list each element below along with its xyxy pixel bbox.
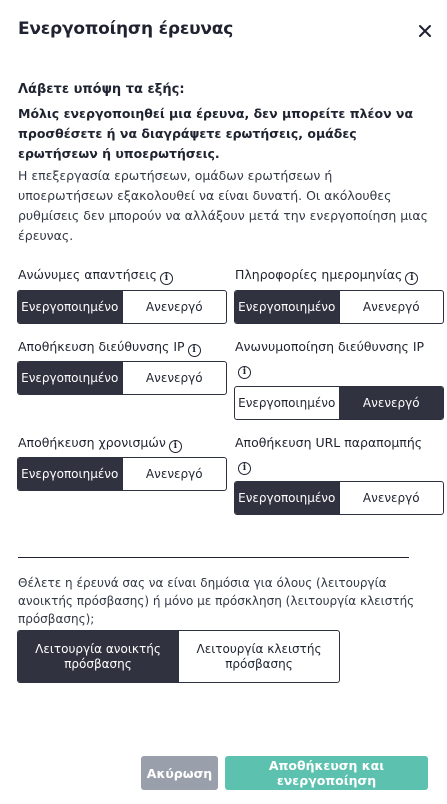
- anonymize-ip-label: Ανωνυμοποίηση διεύθυνσης IP: [235, 339, 425, 354]
- save-referrer-off[interactable]: Ανενεργό: [339, 482, 444, 514]
- anonymous-responses-off[interactable]: Ανενεργό: [122, 291, 227, 323]
- date-info-toggle: [234, 290, 444, 324]
- date-info-label: [235, 267, 418, 285]
- notice-heading: Λάβετε υπόψη τα εξής:: [18, 82, 185, 97]
- save-ip-toggle: [17, 361, 227, 395]
- anonymous-responses-label-text: Ανώνυμες απαντήσεις: [18, 267, 157, 282]
- anonymize-ip-off[interactable]: Ανενεργό: [339, 387, 444, 419]
- dialog-title: Ενεργοποίηση έρευνας: [18, 19, 234, 39]
- close-icon[interactable]: [414, 20, 436, 42]
- info-icon[interactable]: i: [169, 440, 182, 453]
- divider: [18, 557, 409, 558]
- save-referrer-toggle: [234, 481, 444, 515]
- anonymous-responses-label: [18, 267, 173, 285]
- save-ip-on[interactable]: Ενεργοποιημένο: [18, 362, 122, 394]
- date-info-label-text: Πληροφορίες ημερομηνίας: [235, 267, 403, 282]
- anonymous-responses-on[interactable]: Ενεργοποιημένο: [18, 291, 122, 323]
- info-icon[interactable]: i: [238, 462, 251, 475]
- save-ip-off[interactable]: Ανενεργό: [122, 362, 227, 394]
- notice-warning: Μόλις ενεργοποιηθεί μια έρευνα, δεν μπορείτε πλέον να προσθέσετε ή να διαγράψετε ερωτήσεις, ομάδες ερωτήσεων ή υποερωτήσεις.: [18, 106, 414, 161]
- save-timings-on[interactable]: Ενεργοποιημένο: [18, 458, 122, 490]
- cancel-button[interactable]: Ακύρωση: [141, 756, 218, 790]
- info-icon[interactable]: i: [188, 344, 201, 357]
- date-info-off[interactable]: Ανενεργό: [339, 291, 444, 323]
- save-timings-toggle: [17, 457, 227, 491]
- anonymous-responses-toggle: [17, 290, 227, 324]
- access-mode-toggle: [17, 630, 340, 683]
- notice-body: Η επεξεργασία ερωτήσεων, ομάδων ερωτήσεων ή υποερωτήσεων εξακολουθεί να είναι δυνατή. Οι ακόλουθες ρυθμίσεις δεν μπορούν να αλλάξουν μετά την ενεργοποίηση μιας έρευνας.: [18, 168, 428, 243]
- save-timings-off[interactable]: Ανενεργό: [122, 458, 227, 490]
- info-icon[interactable]: i: [405, 272, 418, 285]
- closed-access-option[interactable]: Λειτουργία κλειστής πρόσβασης: [178, 631, 339, 682]
- save-ip-label-text: Αποθήκευση διεύθυνσης IP: [18, 339, 185, 354]
- save-ip-label: [18, 339, 201, 357]
- save-and-activate-button[interactable]: Αποθήκευση και ενεργοποίηση: [225, 756, 428, 790]
- access-mode-question: Θέλετε η έρευνά σας να είναι δημόσια για όλους (λειτουργία ανοικτής πρόσβασης) ή μόνο με πρόσκληση (λειτουργία κλειστής πρόσβασης);: [18, 576, 415, 626]
- open-access-option[interactable]: Λειτουργία ανοικτής πρόσβασης: [18, 631, 178, 682]
- info-icon[interactable]: i: [238, 366, 251, 379]
- date-info-on[interactable]: Ενεργοποιημένο: [235, 291, 339, 323]
- anonymize-ip-toggle: [234, 386, 444, 420]
- info-icon[interactable]: i: [160, 272, 173, 285]
- save-referrer-on[interactable]: Ενεργοποιημένο: [235, 482, 339, 514]
- save-timings-label: [18, 435, 182, 453]
- save-referrer-label: Αποθήκευση URL παραπομπής: [235, 435, 423, 450]
- anonymize-ip-on[interactable]: Ενεργοποιημένο: [238, 395, 336, 410]
- save-timings-label-text: Αποθήκευση χρονισμών: [18, 435, 166, 450]
